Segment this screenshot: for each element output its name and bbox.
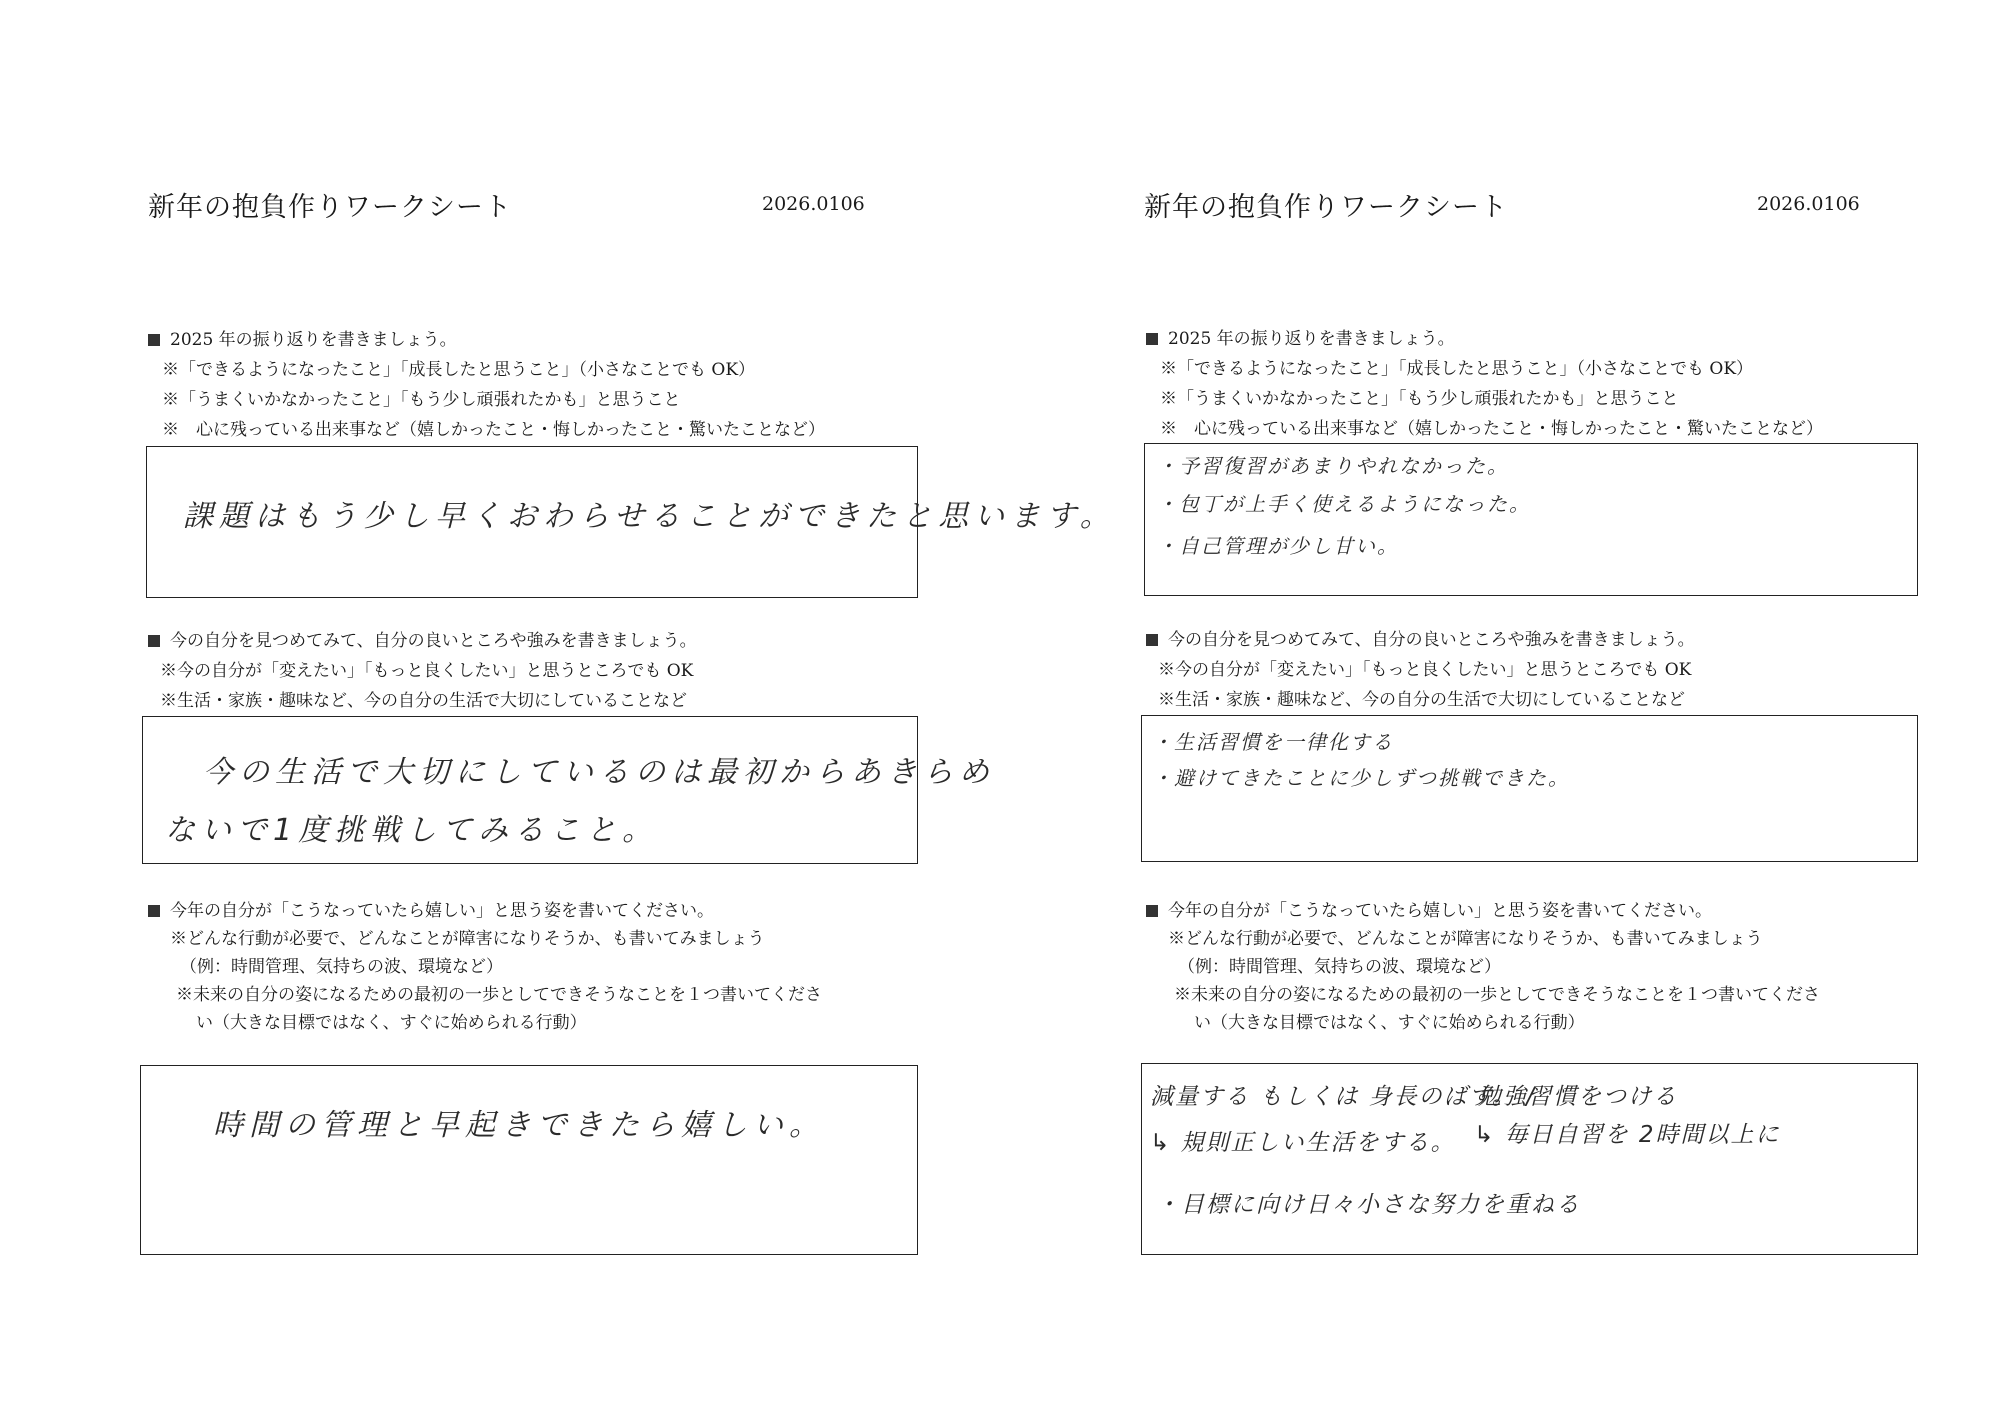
note: ※ 心に残っている出来事など（嬉しかったこと・悔しかったこと・驚いたことなど）	[162, 420, 825, 440]
handwritten-answer: 勉強習慣をつける	[1478, 1084, 1678, 1110]
note: ※「できるようになったこと」「成長したと思うこと」（小さなことでも OK）	[1160, 359, 1754, 379]
note: い（大きな目標ではなく、すぐに始められる行動）	[196, 1013, 587, 1033]
worksheet-right	[1000, 0, 2000, 1415]
answer-box[interactable]	[140, 1065, 918, 1255]
square-bullet-icon	[148, 635, 160, 647]
note: ※ 心に残っている出来事など（嬉しかったこと・悔しかったこと・驚いたことなど）	[1160, 419, 1823, 439]
section-goals	[148, 897, 822, 1037]
section-strengths	[148, 626, 697, 716]
section-heading: 今の自分を見つめてみて、自分の良いところや強みを書きましょう。	[170, 631, 697, 651]
answer-box[interactable]	[1141, 715, 1918, 862]
page-title: 新年の抱負作りワークシート	[148, 192, 512, 223]
answer-box[interactable]	[1141, 1063, 1918, 1255]
note: ※生活・家族・趣味など、今の自分の生活で大切にしていることなど	[1158, 690, 1685, 710]
handwritten-answer: ・避けてきたことに少しずつ挑戦できた。	[1152, 766, 1570, 790]
page-title: 新年の抱負作りワークシート	[1144, 192, 1508, 223]
section-reflection	[1146, 324, 1823, 444]
handwritten-answer: ないで1度挑戦してみること。	[165, 813, 659, 848]
handwritten-answer: 今の生活で大切にしているのは最初からあきらめ	[203, 755, 995, 790]
note: ※今の自分が「変えたい」「もっと良くしたい」と思うところでも OK	[160, 661, 694, 681]
note: ※今の自分が「変えたい」「もっと良くしたい」と思うところでも OK	[1158, 660, 1692, 680]
handwritten-answer: 時間の管理と早起きできたら嬉しい。	[213, 1108, 825, 1143]
note: （例：時間管理、気持ちの波、環境など）	[180, 957, 503, 977]
note: ※「できるようになったこと」「成長したと思うこと」（小さなことでも OK）	[162, 360, 756, 380]
answer-box[interactable]	[1144, 443, 1918, 596]
handwritten-answer: ↳ 毎日自習を 2時間以上に	[1474, 1122, 1781, 1148]
note: ※「うまくいかなかったこと」「もう少し頑張れたかも」と思うこと	[162, 390, 681, 410]
note: ※未来の自分の姿になるための最初の一歩としてできそうなことを１つ書いてくださ	[176, 985, 822, 1005]
handwritten-answer: 課題はもう少し早くおわらせることができたと思います。	[183, 499, 1116, 534]
handwritten-answer: ・自己管理が少し甘い。	[1157, 534, 1399, 558]
handwritten-answer: ↳ 規則正しい生活をする。	[1150, 1130, 1456, 1156]
section-heading: 2025 年の振り返りを書きましょう。	[170, 330, 457, 350]
note: い（大きな目標ではなく、すぐに始められる行動）	[1194, 1013, 1585, 1033]
section-heading: 今年の自分が「こうなっていたら嬉しい」と思う姿を書いてください。	[170, 901, 714, 921]
note: ※どんな行動が必要で、どんなことが障害になりそうか、も書いてみましょう	[1168, 929, 1763, 949]
answer-box[interactable]	[146, 446, 1116, 598]
note: ※「うまくいかなかったこと」「もう少し頑張れたかも」と思うこと	[1160, 389, 1679, 409]
note: ※どんな行動が必要で、どんなことが障害になりそうか、も書いてみましょう	[170, 929, 765, 949]
note: （例：時間管理、気持ちの波、環境など）	[1178, 957, 1501, 977]
section-heading: 今の自分を見つめてみて、自分の良いところや強みを書きましょう。	[1168, 630, 1695, 650]
square-bullet-icon	[148, 905, 160, 917]
handwritten-answer: ・包丁が上手く使えるようになった。	[1157, 492, 1531, 516]
handwritten-answer: ・予習復習があまりやれなかった。	[1157, 454, 1509, 478]
square-bullet-icon	[148, 334, 160, 346]
date: 2026.0106	[1757, 193, 1860, 215]
section-goals	[1146, 897, 1820, 1037]
section-heading: 2025 年の振り返りを書きましょう。	[1168, 329, 1455, 349]
square-bullet-icon	[1146, 905, 1158, 917]
date: 2026.0106	[762, 193, 865, 215]
handwritten-answer: ・目標に向け日々小さな努力を重ねる	[1156, 1192, 1581, 1218]
square-bullet-icon	[1146, 634, 1158, 646]
handwritten-answer: ・生活習慣を一律化する	[1152, 730, 1394, 754]
handwritten-answer: 減量する もしくは 身長のばす。 /	[1150, 1084, 1536, 1110]
note: ※未来の自分の姿になるための最初の一歩としてできそうなことを１つ書いてくださ	[1174, 985, 1820, 1005]
square-bullet-icon	[1146, 333, 1158, 345]
section-reflection	[148, 325, 825, 445]
section-heading: 今年の自分が「こうなっていたら嬉しい」と思う姿を書いてください。	[1168, 901, 1712, 921]
answer-box[interactable]	[142, 716, 995, 864]
note: ※生活・家族・趣味など、今の自分の生活で大切にしていることなど	[160, 691, 687, 711]
section-strengths	[1146, 625, 1695, 715]
